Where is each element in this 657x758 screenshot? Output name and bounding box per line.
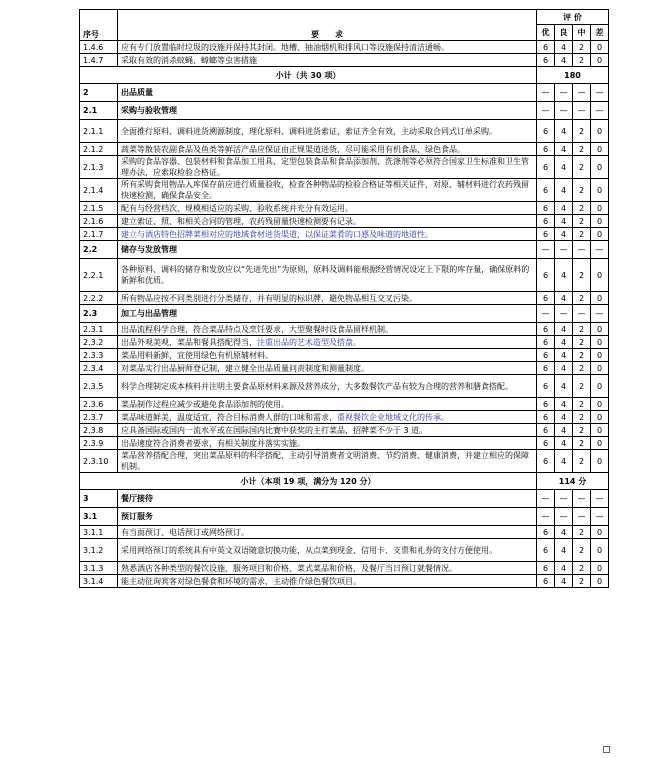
row-requirement: 菜品制作过程应减少或避免食品添加剂的使用。 [118, 398, 537, 411]
row-requirement: 菜品用料新鲜，宜使用绿色有机原辅材料。 [118, 349, 537, 362]
subtotal-row [80, 473, 609, 490]
row-number: 2.3.4 [80, 362, 118, 375]
score-cell: 2 [573, 375, 591, 398]
score-cell: 4 [555, 156, 573, 179]
score-cell: 6 [537, 437, 555, 450]
table-body [80, 10, 609, 588]
score-cell: 4 [555, 437, 573, 450]
score-cell: 0 [591, 41, 609, 54]
score-cell: 4 [555, 349, 573, 362]
section-dash: — [555, 508, 573, 526]
row-requirement: 配有与经营档次、规模相适应的采购、验收系统并充分有效运用。 [118, 202, 537, 215]
score-cell: 4 [555, 323, 573, 336]
section-dash: — [591, 241, 609, 259]
score-cell: 6 [537, 398, 555, 411]
score-cell: 4 [555, 202, 573, 215]
section-row [80, 508, 609, 526]
score-cell: 6 [537, 411, 555, 424]
row-number: 3.1.4 [80, 575, 118, 588]
row-requirement: 全面推行原料、调料进货溯源制度，理化原料、调料进货索证，索证齐全有效，主动采取合同式订单采购。 [118, 120, 537, 143]
table-row [80, 375, 609, 398]
score-cell: 6 [537, 562, 555, 575]
score-cell: 6 [537, 292, 555, 305]
score-cell: 2 [573, 228, 591, 241]
row-requirement: 建立索证、照、和相关合同的管理，农药残留量快速检测要有记录。 [118, 215, 537, 228]
section-dash: — [591, 84, 609, 102]
header-seq: 序号 [80, 10, 118, 41]
table-row [80, 562, 609, 575]
row-number: 2.2.1 [80, 259, 118, 292]
table-row [80, 575, 609, 588]
score-cell: 6 [537, 143, 555, 156]
table-row [80, 143, 609, 156]
section-number: 3 [80, 490, 118, 508]
section-dash: — [537, 490, 555, 508]
row-requirement: 菜品营养搭配合理，突出菜品原料的科学搭配，主动引导消费者文明消费、节约消费、健康消费，并建立相应的保障机制。 [118, 450, 537, 473]
score-cell: 4 [555, 120, 573, 143]
score-cell: 2 [573, 562, 591, 575]
table-row [80, 411, 609, 424]
section-title: 采购与验收管理 [118, 102, 537, 120]
score-cell: 2 [573, 349, 591, 362]
score-cell: 0 [591, 54, 609, 67]
score-cell: 0 [591, 179, 609, 202]
subtotal-value: 180 [537, 67, 609, 84]
score-cell: 2 [573, 437, 591, 450]
row-requirement: 有当面预订、电话预订或网络预订。 [118, 526, 537, 539]
score-cell: 2 [573, 156, 591, 179]
section-number: 2 [80, 84, 118, 102]
score-cell: 6 [537, 54, 555, 67]
score-cell: 6 [537, 539, 555, 562]
section-dash: — [591, 102, 609, 120]
subtotal-value: 114 分 [537, 473, 609, 490]
score-cell: 4 [555, 539, 573, 562]
score-cell: 4 [555, 375, 573, 398]
section-dash: — [537, 84, 555, 102]
score-cell: 0 [591, 450, 609, 473]
table-row [80, 336, 609, 349]
row-number: 2.1.5 [80, 202, 118, 215]
section-dash: — [537, 241, 555, 259]
row-number: 2.3.8 [80, 424, 118, 437]
score-cell: 6 [537, 349, 555, 362]
score-cell: 2 [573, 411, 591, 424]
score-cell: 6 [537, 41, 555, 54]
section-dash: — [573, 241, 591, 259]
section-dash: — [555, 84, 573, 102]
row-requirement: 建立与酒店特色招牌菜相对应的地域食材进货渠道，以保证菜肴的口感及味道的地道性。 [118, 228, 537, 241]
table-row [80, 156, 609, 179]
section-dash: — [573, 305, 591, 323]
score-cell: 4 [555, 228, 573, 241]
header-evaluation: 评 价 [537, 10, 609, 25]
row-number: 2.3.3 [80, 349, 118, 362]
score-cell: 6 [537, 215, 555, 228]
table-row [80, 120, 609, 143]
score-cell: 4 [555, 259, 573, 292]
row-number: 3.1.1 [80, 526, 118, 539]
score-cell: 2 [573, 336, 591, 349]
score-cell: 2 [573, 575, 591, 588]
header-row-top [80, 10, 609, 25]
row-requirement: 采用网络预订的系统具有中英文双语随意切换功能，从点菜到现金、信用卡、支票和礼券的支付方便使用。 [118, 539, 537, 562]
section-dash: — [555, 305, 573, 323]
score-cell: 4 [555, 424, 573, 437]
table-row [80, 349, 609, 362]
score-cell: 0 [591, 362, 609, 375]
section-title: 出品质量 [118, 84, 537, 102]
row-requirement: 能主动征询宾客对绿色餐食和环境的需求，主动推介绿色餐饮项目。 [118, 575, 537, 588]
row-requirement: 所有采购食用物品入库保存前应进行质量验收，检查各种物品的检验合格证等相关证件，对原、辅材料进行农药残留快速检测，确保食品安全。 [118, 179, 537, 202]
row-number: 2.1.2 [80, 143, 118, 156]
row-number: 2.1.3 [80, 156, 118, 179]
section-row [80, 84, 609, 102]
score-cell: 0 [591, 215, 609, 228]
requirement-text: 菜品味道鲜美，温度适宜，符合目标消费人群的口味和需求， [121, 412, 337, 422]
section-dash: — [537, 508, 555, 526]
score-cell: 6 [537, 362, 555, 375]
table-row [80, 41, 609, 54]
table-row [80, 526, 609, 539]
header-grade-medium: 中 [573, 25, 591, 41]
table-row [80, 398, 609, 411]
row-number: 1.4.7 [80, 54, 118, 67]
end-mark [603, 746, 610, 753]
row-number: 2.2.2 [80, 292, 118, 305]
score-cell: 0 [591, 562, 609, 575]
score-cell: 0 [591, 143, 609, 156]
score-cell: 0 [591, 156, 609, 179]
score-cell: 4 [555, 215, 573, 228]
score-cell: 0 [591, 349, 609, 362]
table-row [80, 228, 609, 241]
section-dash: — [573, 508, 591, 526]
score-cell: 0 [591, 575, 609, 588]
row-requirement: 应具备国际或国内一流水平或在国际国内比赛中获奖的主打菜品，招牌菜不少于 3 道。 [118, 424, 537, 437]
score-cell: 6 [537, 323, 555, 336]
score-cell: 2 [573, 424, 591, 437]
score-cell: 0 [591, 336, 609, 349]
score-cell: 2 [573, 202, 591, 215]
score-cell: 0 [591, 120, 609, 143]
section-row [80, 490, 609, 508]
score-cell: 2 [573, 450, 591, 473]
score-cell: 4 [555, 292, 573, 305]
table-row [80, 437, 609, 450]
section-number: 2.3 [80, 305, 118, 323]
row-number: 2.1.7 [80, 228, 118, 241]
section-number: 3.1 [80, 508, 118, 526]
score-cell: 6 [537, 156, 555, 179]
score-cell: 0 [591, 259, 609, 292]
section-title: 储存与发放管理 [118, 241, 537, 259]
score-cell: 2 [573, 323, 591, 336]
score-cell: 6 [537, 526, 555, 539]
section-title: 餐厅接待 [118, 490, 537, 508]
score-cell: 6 [537, 375, 555, 398]
score-cell: 0 [591, 526, 609, 539]
row-number: 2.3.6 [80, 398, 118, 411]
section-dash: — [555, 241, 573, 259]
header-requirement: 要 求 [118, 10, 537, 41]
score-cell: 2 [573, 398, 591, 411]
score-cell: 2 [573, 143, 591, 156]
row-number: 2.3.9 [80, 437, 118, 450]
score-cell: 2 [573, 54, 591, 67]
row-number: 2.3.2 [80, 336, 118, 349]
subtotal-label: 小计（本项 19 项，满分为 120 分） [80, 473, 537, 490]
score-cell: 4 [555, 398, 573, 411]
section-number: 2.2 [80, 241, 118, 259]
row-requirement: 出品流程科学合理，符合菜品特点及烹饪要求，大型聚餐时设食品留样机制。 [118, 323, 537, 336]
score-cell: 2 [573, 215, 591, 228]
table-row [80, 323, 609, 336]
score-cell: 2 [573, 179, 591, 202]
row-requirement: 蔬菜等散装农副食品及鱼类等鲜活产品应保证由正规渠道进货，尽可能采用有机食品、绿色食品。 [118, 143, 537, 156]
score-cell: 6 [537, 575, 555, 588]
score-cell: 0 [591, 323, 609, 336]
score-cell: 0 [591, 292, 609, 305]
table-row [80, 54, 609, 67]
header-grade-excellent: 优 [537, 25, 555, 41]
section-title: 预订服务 [118, 508, 537, 526]
row-requirement: 所有物品应按不同类别进行分类储存，并有明显的标识牌，避免物品相互交叉污染。 [118, 292, 537, 305]
section-dash: — [573, 84, 591, 102]
score-cell: 6 [537, 336, 555, 349]
table-row [80, 215, 609, 228]
section-number: 2.1 [80, 102, 118, 120]
score-cell: 4 [555, 54, 573, 67]
section-row [80, 241, 609, 259]
score-cell: 6 [537, 450, 555, 473]
section-title: 加工与出品管理 [118, 305, 537, 323]
row-number: 1.4.6 [80, 41, 118, 54]
score-cell: 6 [537, 120, 555, 143]
row-requirement: 出品速度符合消费者要求，有相关制度并落实实施。 [118, 437, 537, 450]
section-row [80, 102, 609, 120]
score-cell: 6 [537, 424, 555, 437]
row-number: 2.3.7 [80, 411, 118, 424]
row-number: 2.1.6 [80, 215, 118, 228]
score-cell: 4 [555, 450, 573, 473]
score-cell: 6 [537, 228, 555, 241]
header-grade-poor: 差 [591, 25, 609, 41]
table-row [80, 450, 609, 473]
evaluation-table [79, 9, 609, 588]
score-cell: 2 [573, 292, 591, 305]
subtotal-row [80, 67, 609, 84]
section-dash: — [591, 490, 609, 508]
row-requirement: 采购的食品容器、包装材料和食品加工用具、定型包装食品和食品添加剂、洗涤剂等必须符合国家卫生标准和卫生管理办法，应索取检验合格证。 [118, 156, 537, 179]
table-row [80, 539, 609, 562]
section-dash: — [573, 102, 591, 120]
score-cell: 0 [591, 411, 609, 424]
section-dash: — [555, 102, 573, 120]
score-cell: 4 [555, 411, 573, 424]
requirement-highlight: 重视餐饮企业地域文化的传承。 [337, 412, 449, 422]
score-cell: 2 [573, 539, 591, 562]
score-cell: 2 [573, 120, 591, 143]
score-cell: 4 [555, 336, 573, 349]
score-cell: 4 [555, 575, 573, 588]
score-cell: 2 [573, 41, 591, 54]
requirement-text: 出品外观美观，菜品和餐具搭配得当， [121, 337, 257, 347]
score-cell: 0 [591, 424, 609, 437]
row-requirement: 采取有效的消杀蚊蝇、蟑螂等虫害措施 [118, 54, 537, 67]
score-cell: 0 [591, 202, 609, 215]
score-cell: 2 [573, 526, 591, 539]
score-cell: 4 [555, 41, 573, 54]
row-number: 2.1.4 [80, 179, 118, 202]
table-row [80, 424, 609, 437]
row-requirement: 各种原料、调料的储存和发放应以“先进先出”为原则，原料及调料能根据经营情况设定上下限的库存量，确保原料的新鲜和优质。 [118, 259, 537, 292]
row-requirement: 应有专门放置临时垃圾的设施并保持其封闭。地槽、抽油烟机和排风口等设施保持清洁通畅。 [118, 41, 537, 54]
row-number: 2.3.10 [80, 450, 118, 473]
score-cell: 4 [555, 526, 573, 539]
table-row [80, 362, 609, 375]
row-number: 2.3.1 [80, 323, 118, 336]
section-dash: — [591, 508, 609, 526]
score-cell: 0 [591, 539, 609, 562]
table-row [80, 179, 609, 202]
score-cell: 6 [537, 259, 555, 292]
score-cell: 0 [591, 375, 609, 398]
row-number: 2.3.5 [80, 375, 118, 398]
score-cell: 4 [555, 362, 573, 375]
requirement-highlight: 注重出品的艺术造型及搭盘。 [257, 337, 361, 347]
score-cell: 6 [537, 202, 555, 215]
row-number: 3.1.2 [80, 539, 118, 562]
section-dash: — [591, 305, 609, 323]
row-requirement: 科学合理制定成本核料并注明主要食品原材料来源及营养成分，大多数餐饮产品有较为合理的营养和膳食搭配。 [118, 375, 537, 398]
score-cell: 0 [591, 398, 609, 411]
score-cell: 4 [555, 179, 573, 202]
table-row [80, 259, 609, 292]
table-row [80, 292, 609, 305]
section-dash: — [537, 102, 555, 120]
section-dash: — [573, 490, 591, 508]
score-cell: 2 [573, 259, 591, 292]
score-cell: 2 [573, 362, 591, 375]
row-number: 2.1.1 [80, 120, 118, 143]
row-requirement [118, 336, 537, 349]
row-requirement: 对菜品实行出品厨师登记制，建立健全出品质量问责制度和测量制度。 [118, 362, 537, 375]
score-cell: 4 [555, 562, 573, 575]
section-row [80, 305, 609, 323]
score-cell: 4 [555, 143, 573, 156]
score-cell: 6 [537, 179, 555, 202]
row-requirement: 熟悉酒店各种类型的餐饮设施、服务项目和价格、菜式菜品和价格，及餐厅当日预订就餐情况。 [118, 562, 537, 575]
section-dash: — [537, 305, 555, 323]
subtotal-label: 小计（共 30 项） [80, 67, 537, 84]
header-grade-good: 良 [555, 25, 573, 41]
section-dash: — [555, 490, 573, 508]
row-requirement [118, 411, 537, 424]
score-cell: 0 [591, 228, 609, 241]
score-cell: 0 [591, 437, 609, 450]
table-row [80, 202, 609, 215]
row-number: 3.1.3 [80, 562, 118, 575]
